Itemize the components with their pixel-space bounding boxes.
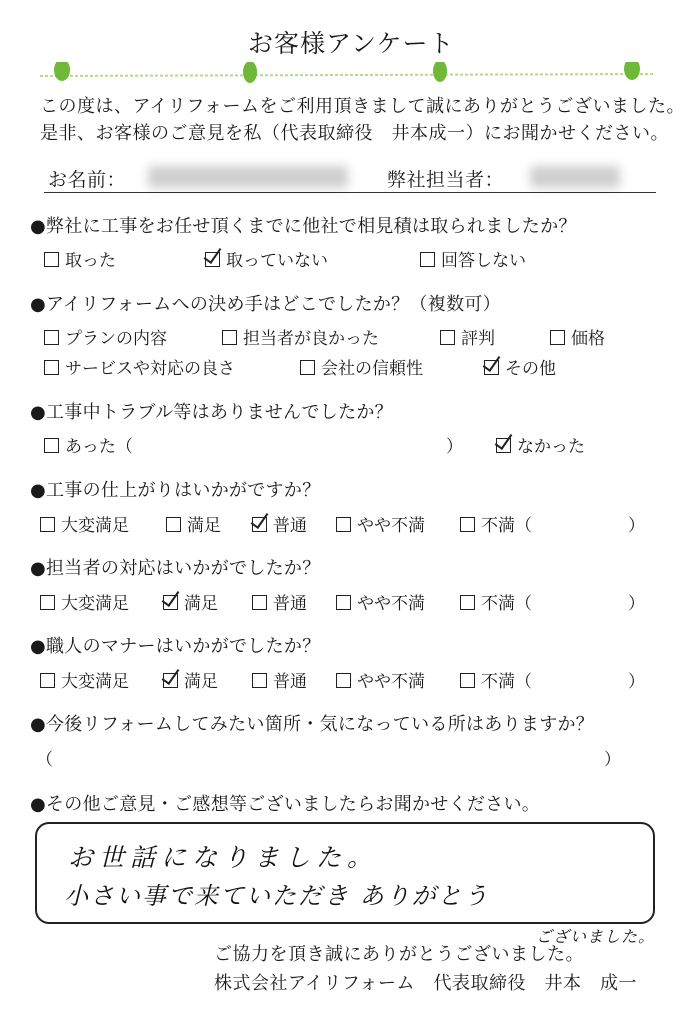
checkbox-checked-icon[interactable]: [163, 595, 178, 610]
q2-option-1[interactable]: 担当者が良かった: [222, 324, 379, 349]
checkbox-icon[interactable]: [44, 438, 59, 453]
q2-option-3[interactable]: 価格: [550, 324, 605, 349]
checkbox-icon[interactable]: [252, 673, 267, 688]
q4-option-2[interactable]: 普通: [252, 511, 307, 536]
q5-close-paren: ）: [628, 594, 645, 614]
footer-company: 株式会社アイリフォーム 代表取締役 井本 成一: [214, 973, 637, 994]
q2-question: ●アイリフォームへの決め手はどこでしたか？（複数可）: [30, 294, 501, 315]
name-redacted: [148, 166, 348, 188]
q2-option-2[interactable]: 評判: [440, 324, 495, 349]
checkbox-icon[interactable]: [440, 330, 455, 345]
q7-question: ●今後リフォームしてみたい箇所・気になっている所はありますか？: [30, 714, 595, 735]
q3-question: ●工事中トラブル等はありませんでしたか？: [30, 402, 393, 423]
q3-option-0[interactable]: あった（: [44, 432, 133, 457]
checkbox-icon[interactable]: [40, 673, 55, 688]
checkbox-icon[interactable]: [460, 673, 475, 688]
checkbox-icon[interactable]: [336, 517, 351, 532]
q3-option-1[interactable]: なかった: [496, 432, 585, 457]
q6-question: ●職人のマナーはいかがでしたか？: [30, 636, 321, 657]
checkbox-icon[interactable]: [40, 595, 55, 610]
q2-option-4[interactable]: サービスや対応の良さ: [44, 354, 235, 379]
handwritten-line-1: お世話になりました。: [68, 843, 379, 872]
q6-option-1[interactable]: 満足: [163, 667, 218, 692]
intro-line-2: 是非、お客様のご意見を私（代表取締役 井本成一）にお聞かせください。: [40, 123, 669, 144]
checkbox-icon[interactable]: [44, 360, 59, 375]
checkbox-icon[interactable]: [336, 673, 351, 688]
q6-close-paren: ）: [628, 672, 645, 692]
checkbox-icon[interactable]: [550, 330, 565, 345]
checkbox-icon[interactable]: [44, 330, 59, 345]
q1-option-2[interactable]: 回答しない: [420, 246, 526, 271]
q2-option-6[interactable]: その他: [484, 354, 556, 379]
handwritten-line-2: 小さい事で来ていただき ありがとう: [64, 882, 490, 910]
checkbox-icon[interactable]: [336, 595, 351, 610]
q5-option-1[interactable]: 満足: [163, 589, 218, 614]
checkbox-icon[interactable]: [420, 252, 435, 267]
checkbox-icon[interactable]: [44, 252, 59, 267]
leaf-icon: [433, 62, 447, 82]
staff-redacted: [530, 166, 620, 188]
q4-option-4[interactable]: 不満（: [460, 511, 532, 536]
checkbox-icon[interactable]: [222, 330, 237, 345]
q5-option-2[interactable]: 普通: [252, 589, 307, 614]
q2-option-5[interactable]: 会社の信頼性: [300, 354, 423, 379]
leaf-icon: [54, 62, 70, 81]
checkbox-checked-icon[interactable]: [163, 673, 178, 688]
q1-option-0[interactable]: 取った: [44, 246, 116, 271]
q4-option-0[interactable]: 大変満足: [40, 511, 129, 536]
checkbox-icon[interactable]: [300, 360, 315, 375]
q4-option-3[interactable]: やや不満: [336, 511, 425, 536]
checkbox-checked-icon[interactable]: [496, 438, 511, 453]
checkbox-icon[interactable]: [460, 517, 475, 532]
q4-question: ●工事の仕上がりはいかがですか？: [30, 480, 321, 501]
q6-option-3[interactable]: やや不満: [336, 667, 425, 692]
q4-option-1[interactable]: 満足: [166, 511, 221, 536]
q6-option-4[interactable]: 不満（: [460, 667, 532, 692]
q5-option-3[interactable]: やや不満: [336, 589, 425, 614]
q5-question: ●担当者の対応はいかがでしたか？: [30, 558, 321, 579]
q2-option-0[interactable]: プランの内容: [44, 324, 167, 349]
checkbox-checked-icon[interactable]: [484, 360, 499, 375]
intro-line-1: この度は、アイリフォームをご利用頂きまして誠にありがとうございました。: [40, 96, 685, 117]
checkbox-icon[interactable]: [40, 517, 55, 532]
handwritten-line-3: ございました。: [536, 927, 656, 946]
checkbox-icon[interactable]: [460, 595, 475, 610]
q6-option-0[interactable]: 大変満足: [40, 667, 129, 692]
vine-decoration: [40, 62, 655, 86]
staff-label: 弊社担当者：: [387, 169, 505, 191]
q1-question: ●弊社に工事をお任せ頂くまでに他社で相見積は取られましたか？: [30, 216, 577, 237]
checkbox-checked-icon[interactable]: [205, 252, 220, 267]
checkbox-icon[interactable]: [252, 595, 267, 610]
q5-option-0[interactable]: 大変満足: [40, 589, 129, 614]
q7-close-paren: ）: [604, 750, 621, 770]
leaf-icon: [624, 62, 640, 80]
q4-close-paren: ）: [628, 516, 645, 536]
checkbox-icon[interactable]: [166, 517, 181, 532]
q5-option-4[interactable]: 不満（: [460, 589, 532, 614]
name-label: お名前：: [48, 169, 127, 191]
q6-option-2[interactable]: 普通: [252, 667, 307, 692]
checkbox-checked-icon[interactable]: [252, 517, 267, 532]
name-underline: [44, 192, 656, 193]
q3-close-paren: ）: [446, 437, 463, 457]
footer-thanks: ご協力を頂き誠にありがとうございました。: [214, 944, 584, 965]
leaf-icon: [243, 62, 257, 83]
survey-title: お客様アンケート: [248, 29, 455, 58]
q8-question: ●その他ご意見・ご感想等ございましたらお聞かせください。: [30, 794, 541, 815]
q7-open-paren: （: [36, 750, 53, 770]
q1-option-1[interactable]: 取っていない: [205, 246, 328, 271]
